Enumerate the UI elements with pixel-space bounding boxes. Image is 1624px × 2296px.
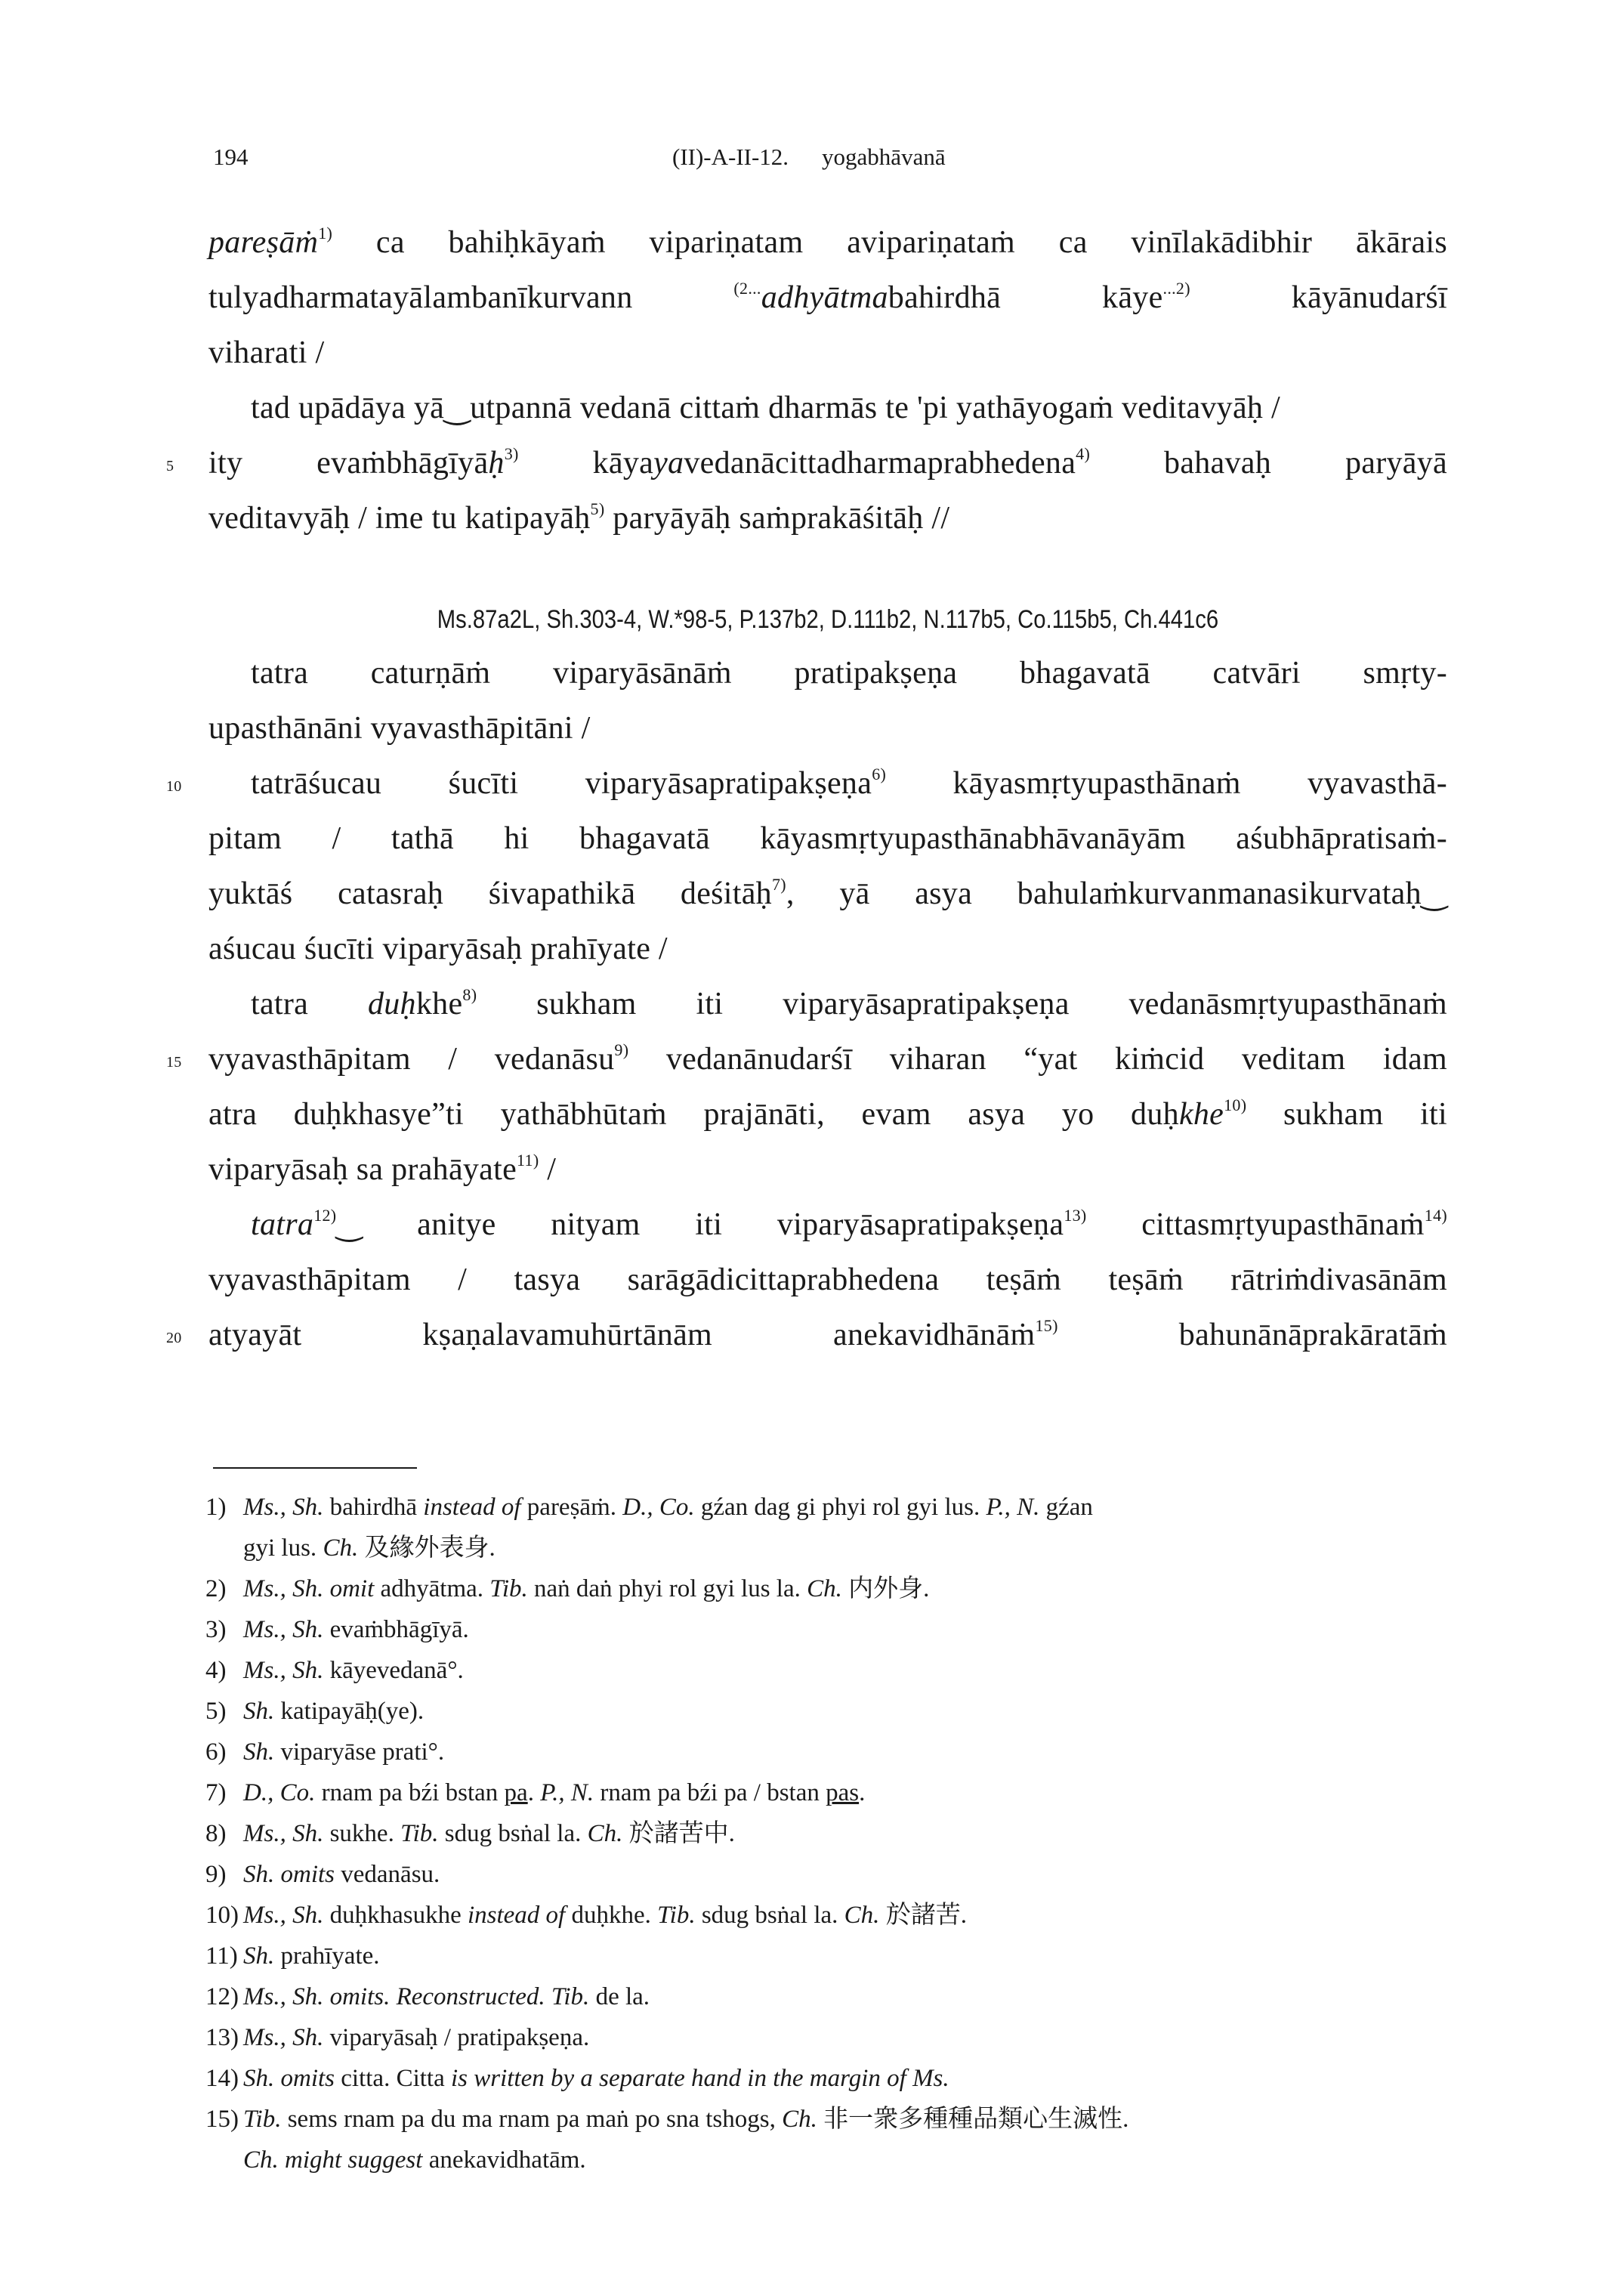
text-line-4: tad upādāya yā‿utpannā vedanā cittaṁ dharmās te 'pi yathāyogaṁ veditavyāḥ / <box>251 391 1280 425</box>
text-line-10: pitam / tathā hi bhagavatā kāyasmṛtyupasthānabhāvanāyām aśubhāpratisaṁ- <box>208 821 1447 856</box>
text-line-2: tulyadharmatayālambanīkurvann $^{(2...}$adhyātmabahirdhā kāye$^{...2)}$ kāyānudarśī <box>208 279 1447 315</box>
text-line-13: tatra duḥkhe$^{8)}$ sukham iti viparyāsapratipakṣeṇa vedanāsmṛtyupasthānaṁ <box>251 985 1447 1021</box>
footnote: 3) Ms., Sh. evaṁbhāgīyā. <box>205 1616 469 1643</box>
manuscript-reference: Ms.87a2L, Sh.303-4, W.*98-5, P.137b2, D.111b2, N.117b5, Co.115b5, Ch.441c6 <box>437 605 1219 634</box>
line-number: 10 <box>166 778 182 795</box>
running-title <box>672 144 946 171</box>
footnote-divider <box>213 1467 417 1469</box>
text-line-5: 5 ity evaṁbhāgīyāḥ$^{3)}$ kāyayavedanācittadharmaprabhedena$^{4)}$ bahavaḥ paryāyā <box>208 436 1447 491</box>
footnote: 4) Ms., Sh. kāyevedanā°. <box>205 1657 464 1684</box>
footnote: 7) D., Co. rnam pa bźi bstan pa. P., N. rnam pa bźi pa / bstan pas. <box>205 1779 866 1806</box>
text-line-1: pareṣāṁ$^{1)}$ ca bahiḥkāyaṁ vipariṇatam avipariṇataṁ ca vinīlakādibhir ākārais <box>208 224 1447 260</box>
text-line-11: yuktāś catasraḥ śivapathikā deśitāḥ$^{7)}$, yā asya bahulaṁkurvanmanasikurvataḥ‿ <box>208 875 1447 911</box>
text-line-18: vyavasthāpitam / tasya sarāgādicittaprabhedena teṣāṁ teṣāṁ rātriṁdivasānām <box>208 1262 1447 1297</box>
text-line-7: tatra caturṇāṁ viparyāsānāṁ pratipakṣeṇa bhagavatā catvāri smṛty- <box>251 656 1447 691</box>
text-line-16: viparyāsaḥ sa prahāyate$^{11)}$ / <box>208 1151 557 1187</box>
footnotes <box>205 1487 1459 2180</box>
footnote: 2) Ms., Sh. omit adhyātma. Tib. naṅ daṅ phyi rol gyi lus la. Ch. 内外身. <box>205 1575 930 1602</box>
footnote: 5) Sh. katipayāḥ(ye). <box>205 1698 425 1725</box>
section-number: (II)-A-II-12. <box>672 144 789 170</box>
footnote: 11) Sh. prahīyate. <box>205 1942 380 1970</box>
footnote: 14) Sh. omits citta. Citta is written by a separate hand in the margin of Ms. <box>205 2065 949 2092</box>
footnote: 10) Ms., Sh. duḥkhasukhe instead of duḥkhe. Tib. sdug bsṅal la. Ch. 於諸苦. <box>205 1902 967 1929</box>
line-number: 20 <box>166 1330 182 1346</box>
line-number: 15 <box>166 1054 182 1071</box>
footnote: 1) Ms., Sh. bahirdhā instead of pareṣāṁ. D., Co. gźan dag gi phyi rol gyi lus. P., N. gźan gyi lus. Ch. 及緣外表身. <box>205 1494 1093 1562</box>
footnote: 9) Sh. omits vedanāsu. <box>205 1861 440 1888</box>
text-line-3: viharati / <box>208 335 325 370</box>
text-line-9: 10 tatrāśucau śucīti viparyāsapratipakṣeṇa$^{6)}$ kāyasmṛtyupasthānaṁ vyavasthā- <box>208 756 1447 811</box>
text-line-17: tatra$^{12)}$‿ anitye nityam iti viparyāsapratipakṣeṇa$^{13)}$ cittasmṛtyupasthānaṁ$^{14)}$ <box>251 1206 1447 1242</box>
footnote: 8) Ms., Sh. sukhe. Tib. sdug bsṅal la. Ch. 於諸苦中. <box>205 1820 735 1847</box>
text-line-19: 20 atyayāt kṣaṇalavamuhūrtānām anekavidhānāṁ$^{15)}$ bahunānāprakāratāṁ <box>208 1308 1447 1363</box>
line-number: 5 <box>166 458 174 474</box>
text-line-6: veditavyāḥ / ime tu katipayāḥ$^{5)}$ paryāyāḥ saṁprakāśitāḥ // <box>208 499 950 536</box>
text-line-14: 15 vyavasthāpitam / vedanāsu$^{9)}$ vedanānudarśī viharan “yat kiṁcid veditam idam <box>208 1032 1447 1087</box>
text-line-15: atra duḥkhasye”ti yathābhūtaṁ prajānāti, evam asya yo duḥkhe$^{10)}$ sukham iti <box>208 1095 1447 1132</box>
section-title: yogabhāvanā <box>822 144 946 170</box>
running-head <box>213 144 1452 181</box>
footnote: 15) Tib. sems rnam pa du ma rnam pa maṅ po sna tshogs, Ch. 非一衆多種種品類心生滅性. Ch. might suggest anekavidhatām. <box>205 2106 1129 2174</box>
footnote: 13) Ms., Sh. viparyāsaḥ / pratipakṣeṇa. <box>205 2024 590 2051</box>
footnote: 12) Ms., Sh. omits. Reconstructed. Tib. de la. <box>205 1983 650 2010</box>
text-line-12: aśucau śucīti viparyāsaḥ prahīyate / <box>208 932 668 966</box>
page-number: 194 <box>213 144 249 170</box>
text-line-8: upasthānāni vyavasthāpitāni / <box>208 711 591 746</box>
footnote: 6) Sh. viparyāse prati°. <box>205 1738 445 1766</box>
sanskrit-text <box>166 215 1447 1363</box>
